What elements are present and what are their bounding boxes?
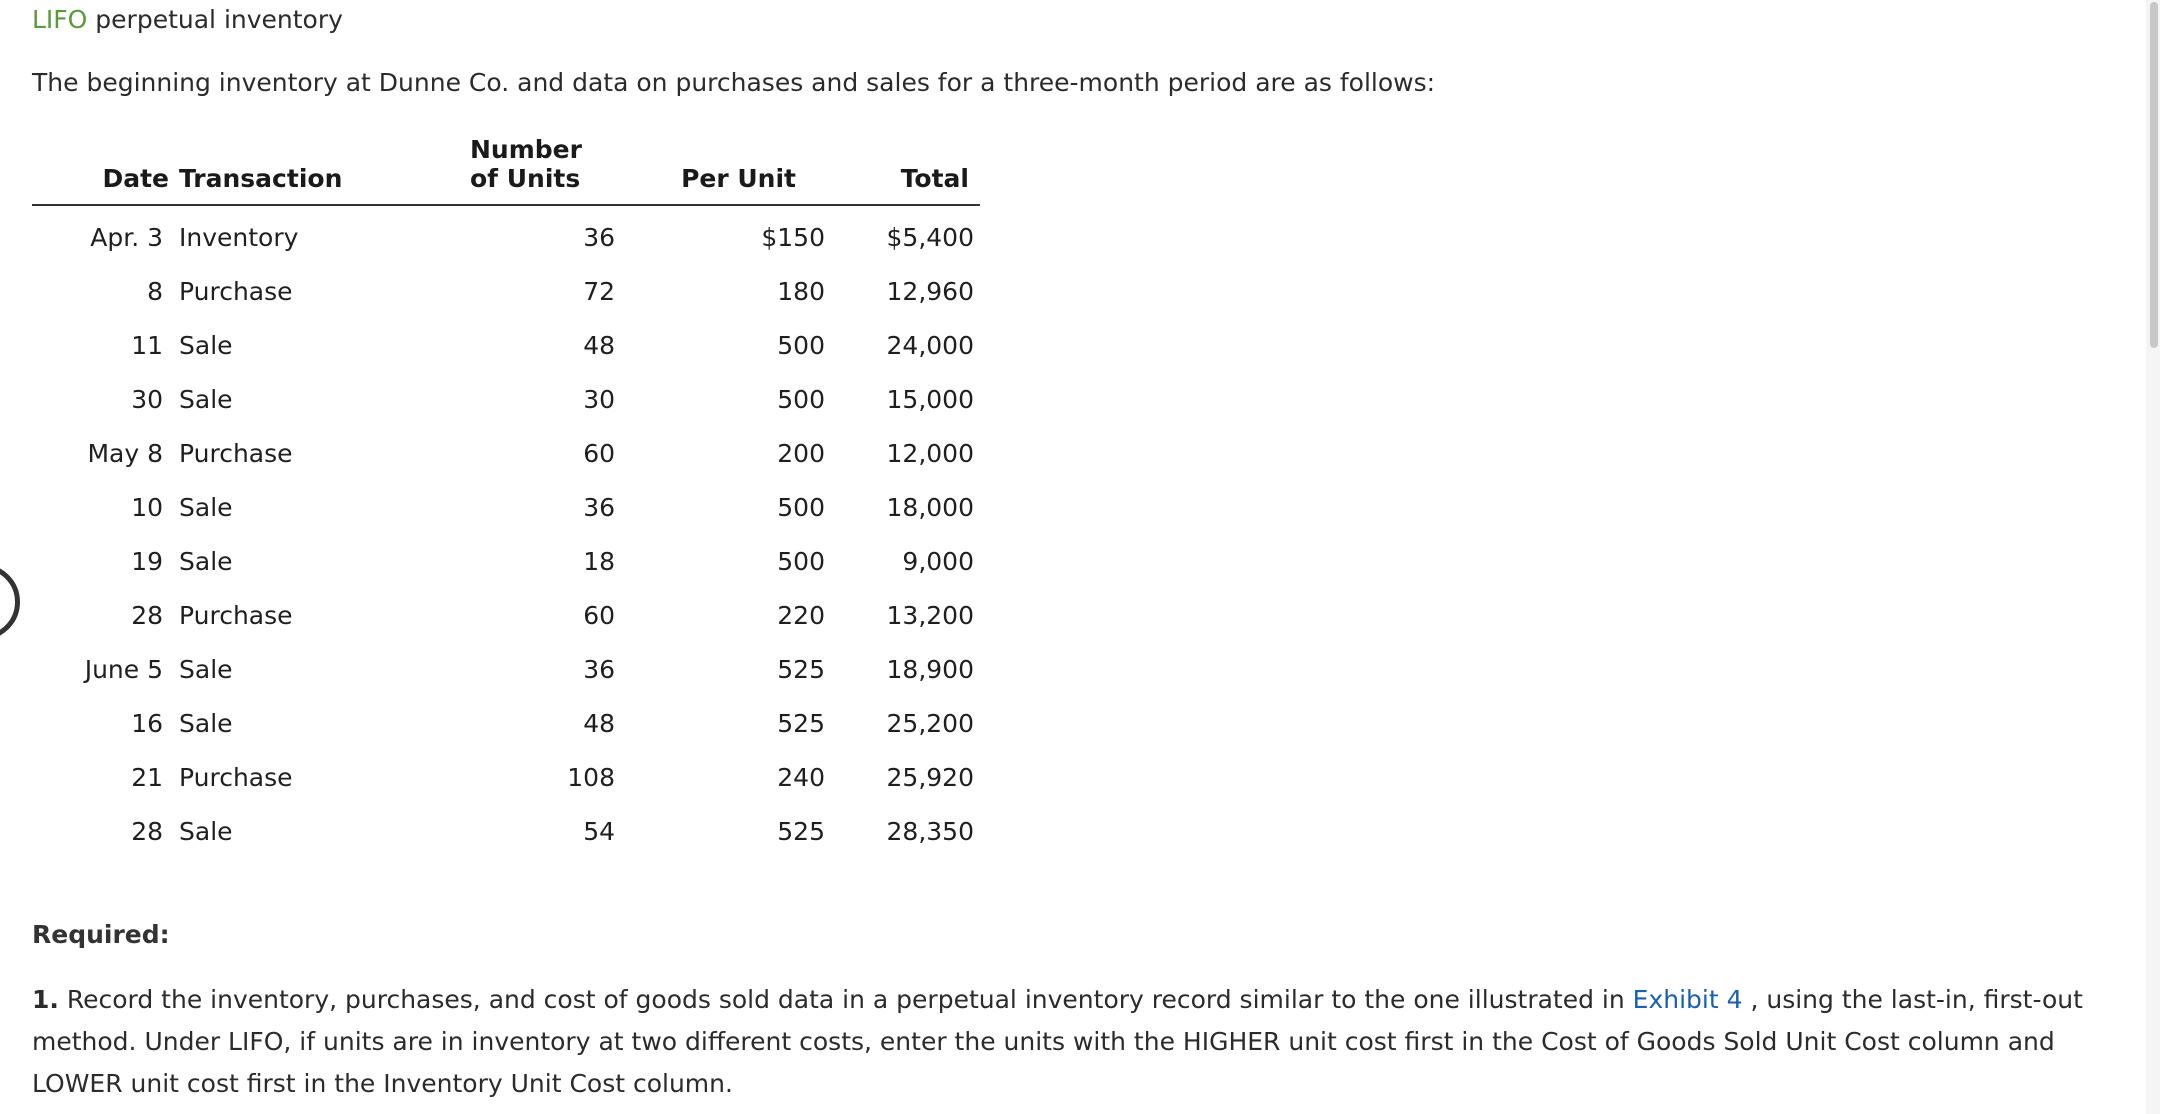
date-cell: 8 xyxy=(147,276,163,306)
transaction-cell: Sale xyxy=(179,384,233,414)
table-row xyxy=(32,426,980,480)
total-cell: 25,920 xyxy=(886,762,974,792)
table-row xyxy=(32,205,980,264)
table-row xyxy=(32,642,980,696)
date-cell: Apr. 3 xyxy=(90,222,163,252)
per-unit-cell: 200 xyxy=(777,438,825,468)
date-cell: 16 xyxy=(131,708,163,738)
title-rest: perpetual inventory xyxy=(87,5,343,34)
exhibit-4-link[interactable]: Exhibit 4 xyxy=(1632,985,1743,1014)
total-cell: 24,000 xyxy=(886,330,974,360)
units-cell: 36 xyxy=(583,492,615,522)
total-cell: 9,000 xyxy=(902,546,974,576)
table-row xyxy=(32,534,980,588)
title-accent: LIFO xyxy=(32,5,88,34)
partial-circle-icon xyxy=(0,564,20,640)
per-unit-cell: 525 xyxy=(777,708,825,738)
total-cell: 28,350 xyxy=(886,816,974,846)
transaction-cell: Sale xyxy=(179,492,233,522)
total-cell: 25,200 xyxy=(886,708,974,738)
per-unit-cell: 525 xyxy=(777,816,825,846)
header-transaction: Transaction xyxy=(179,164,470,205)
header-units-line2: of Units xyxy=(470,164,615,205)
transaction-cell: Sale xyxy=(179,654,233,684)
transaction-cell: Sale xyxy=(179,708,233,738)
table-row xyxy=(32,264,980,318)
table-row xyxy=(32,804,980,858)
per-unit-cell: 500 xyxy=(777,384,825,414)
per-unit-cell: 180 xyxy=(777,276,825,306)
units-cell: 30 xyxy=(583,384,615,414)
scrollbar-thumb[interactable] xyxy=(2150,2,2158,348)
table-header-row-1 xyxy=(32,122,980,164)
total-cell: 18,000 xyxy=(886,492,974,522)
date-cell: 28 xyxy=(131,600,163,630)
transaction-cell: Sale xyxy=(179,816,233,846)
units-cell: 54 xyxy=(583,816,615,846)
total-cell: $5,400 xyxy=(886,222,974,252)
per-unit-cell: 500 xyxy=(777,492,825,522)
total-cell: 13,200 xyxy=(886,600,974,630)
units-cell: 72 xyxy=(583,276,615,306)
header-per-unit: Per Unit xyxy=(615,164,825,205)
table-row xyxy=(32,696,980,750)
transaction-cell: Sale xyxy=(179,546,233,576)
units-cell: 36 xyxy=(583,654,615,684)
question-number: 1. xyxy=(32,985,59,1014)
table-row xyxy=(32,588,980,642)
transaction-cell: Purchase xyxy=(179,438,293,468)
per-unit-cell: 220 xyxy=(777,600,825,630)
per-unit-cell: 240 xyxy=(777,762,825,792)
units-cell: 60 xyxy=(583,600,615,630)
transaction-cell: Purchase xyxy=(179,276,293,306)
date-cell: 19 xyxy=(131,546,163,576)
scrollbar[interactable] xyxy=(2146,0,2160,1114)
required-label: Required: xyxy=(32,920,170,949)
per-unit-cell: 500 xyxy=(777,330,825,360)
total-cell: 15,000 xyxy=(886,384,974,414)
header-units-line1: Number xyxy=(470,135,582,164)
total-cell: 18,900 xyxy=(886,654,974,684)
per-unit-cell: $150 xyxy=(761,222,825,252)
transaction-cell: Inventory xyxy=(179,222,299,252)
table-header-row-2 xyxy=(32,164,980,205)
header-date: Date xyxy=(32,164,179,205)
table-row xyxy=(32,480,980,534)
units-cell: 108 xyxy=(567,762,615,792)
transaction-cell: Purchase xyxy=(179,600,293,630)
units-cell: 48 xyxy=(583,330,615,360)
total-cell: 12,960 xyxy=(886,276,974,306)
transaction-cell: Sale xyxy=(179,330,233,360)
date-cell: May 8 xyxy=(87,438,163,468)
date-cell: 21 xyxy=(131,762,163,792)
date-cell: June 5 xyxy=(84,654,163,684)
header-total: Total xyxy=(825,164,980,205)
date-cell: 30 xyxy=(131,384,163,414)
inventory-table xyxy=(32,122,980,858)
question-text-before: Record the inventory, purchases, and cost of goods sold data in a perpetual inventory record similar to the one illustrated in xyxy=(58,985,1633,1014)
date-cell: 10 xyxy=(131,492,163,522)
units-cell: 48 xyxy=(583,708,615,738)
transaction-cell: Purchase xyxy=(179,762,293,792)
page-title xyxy=(32,2,343,38)
table-row xyxy=(32,372,980,426)
per-unit-cell: 500 xyxy=(777,546,825,576)
question-1 xyxy=(32,979,2150,1105)
units-cell: 36 xyxy=(583,222,615,252)
per-unit-cell: 525 xyxy=(777,654,825,684)
table-row xyxy=(32,318,980,372)
intro-text: The beginning inventory at Dunne Co. and data on purchases and sales for a three-month period are as follows: xyxy=(32,68,1436,97)
units-cell: 18 xyxy=(583,546,615,576)
total-cell: 12,000 xyxy=(886,438,974,468)
question-text-after: , using the last-in, first-out method. Under LIFO, if units are in inventory at two different costs, enter the units with the HIGHER unit cost first in the Cost of Goods Sold Unit Cost column and LOWER unit cost first in the Inventory Unit Cost column. xyxy=(32,985,2083,1098)
table-row xyxy=(32,750,980,804)
units-cell: 60 xyxy=(583,438,615,468)
date-cell: 28 xyxy=(131,816,163,846)
date-cell: 11 xyxy=(131,330,163,360)
